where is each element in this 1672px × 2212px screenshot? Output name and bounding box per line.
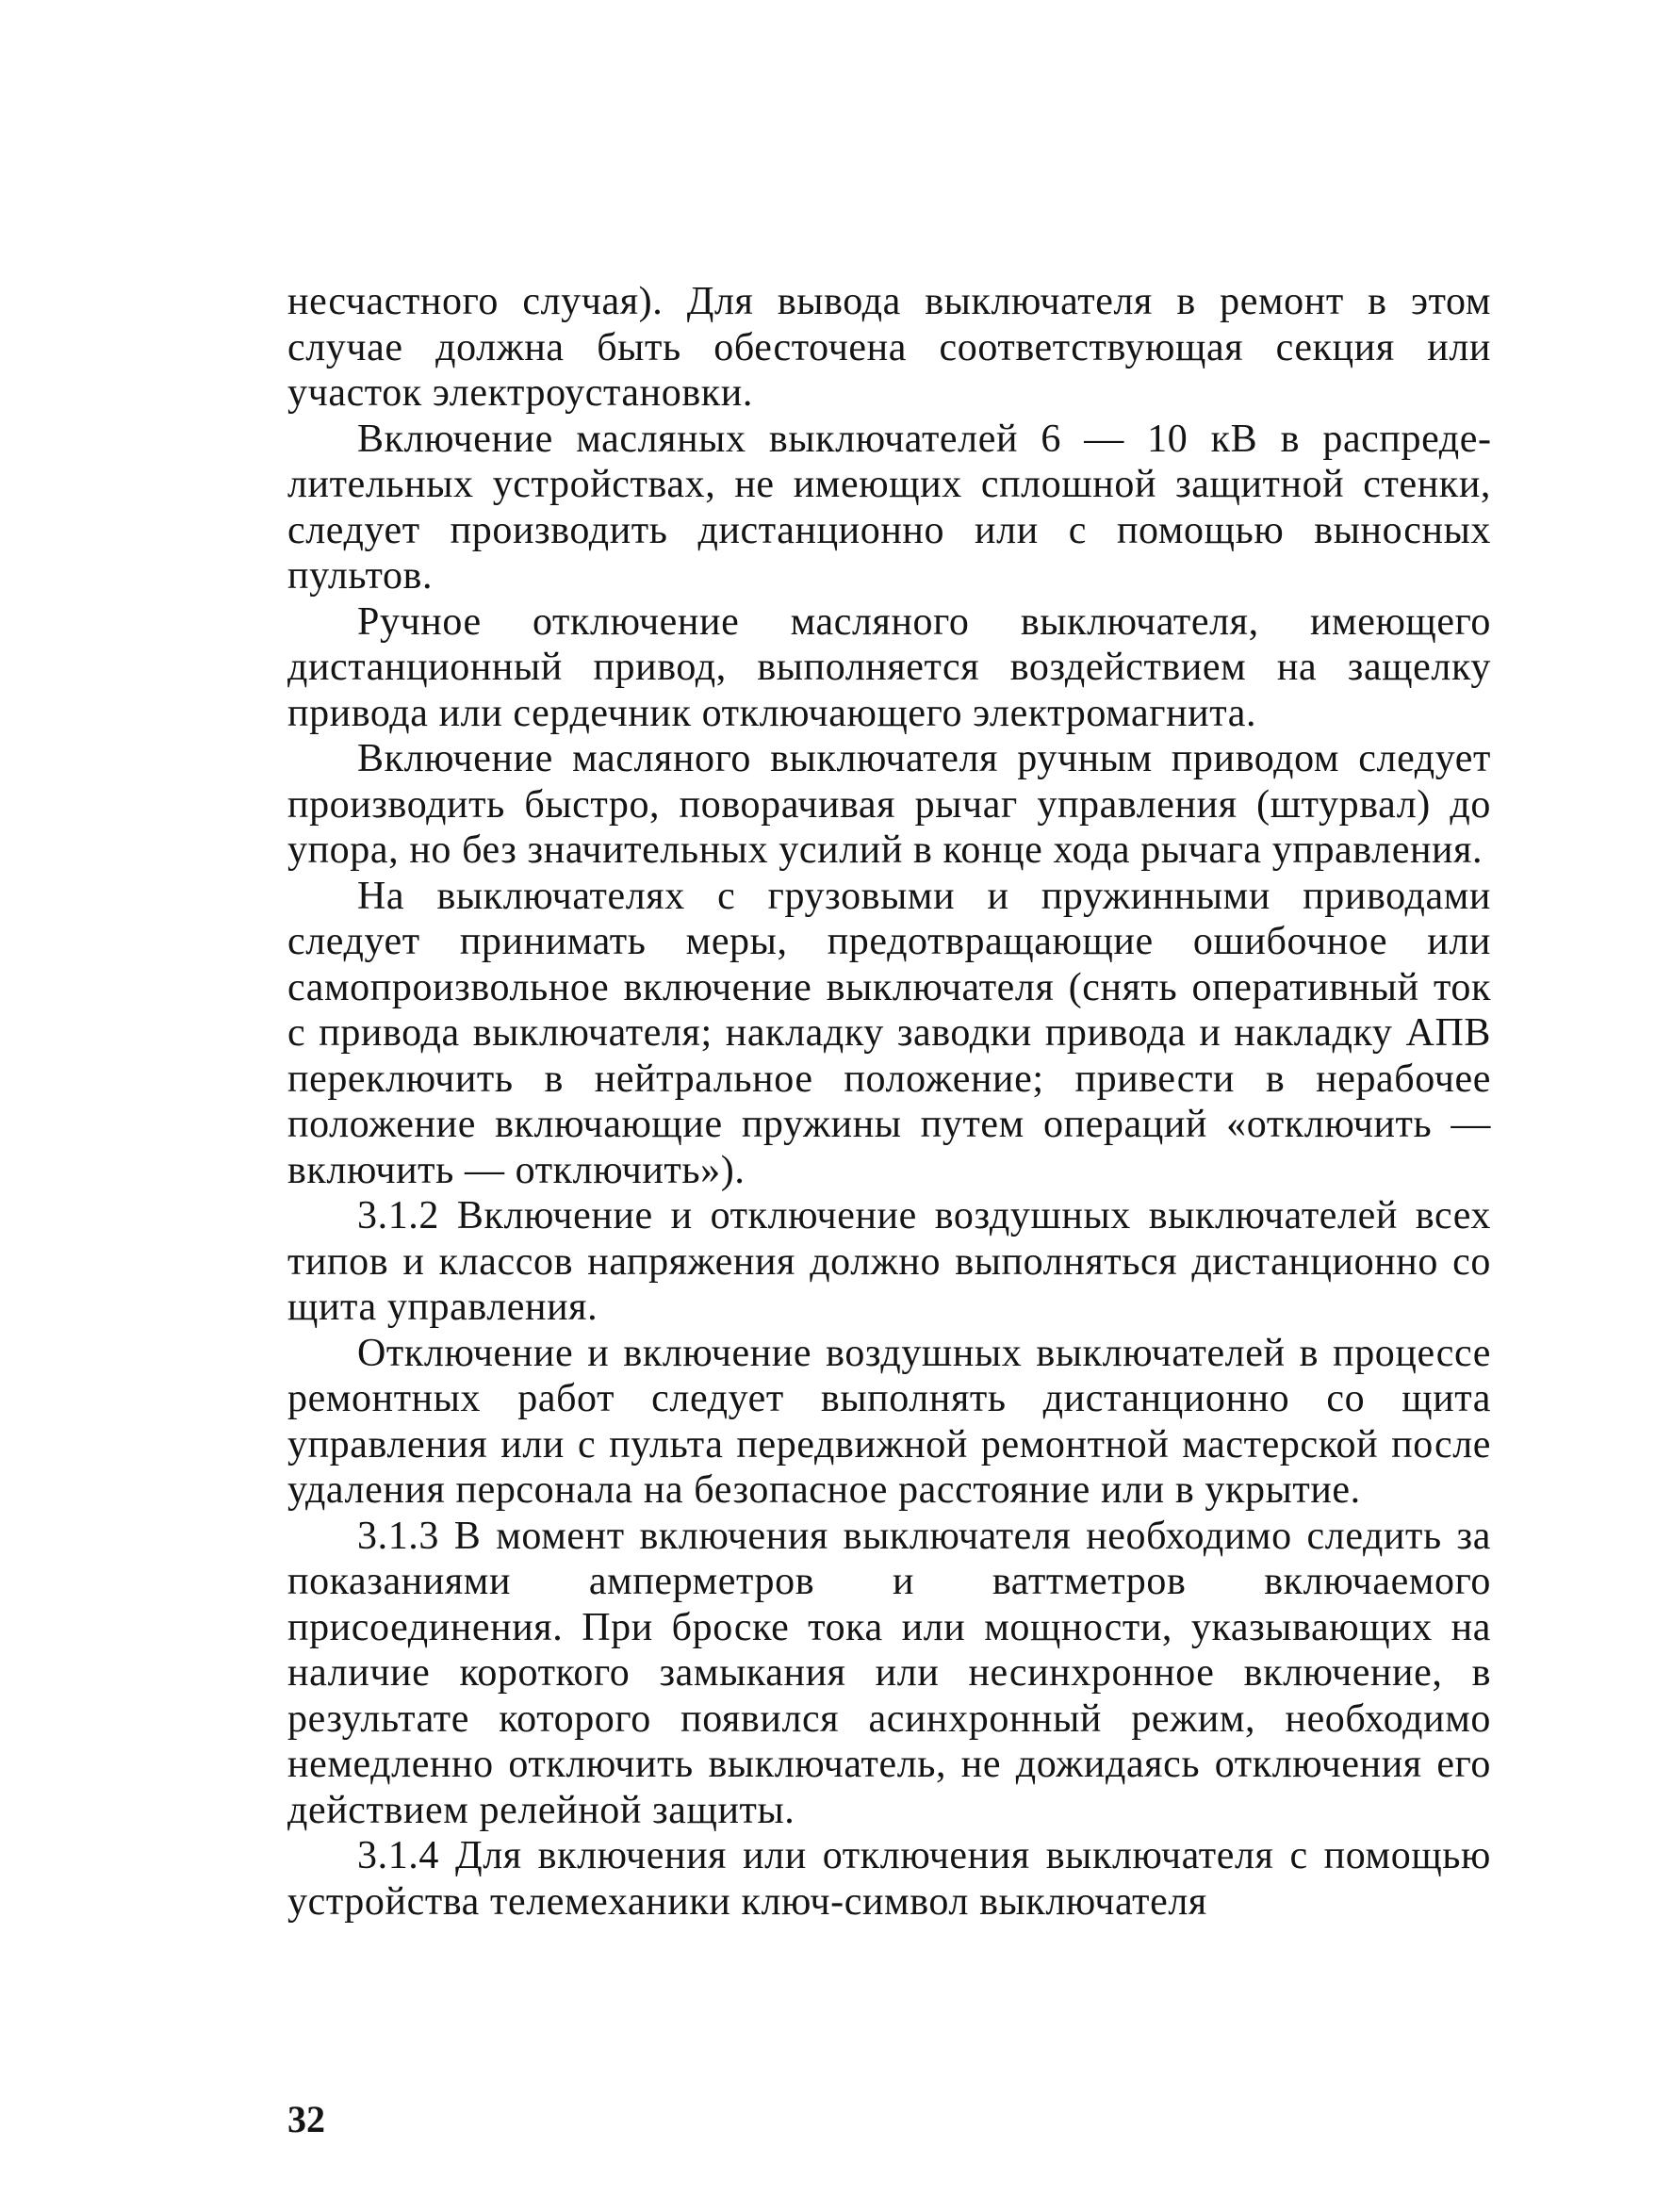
paragraph-section-3-1-3: 3.1.3 В момент включения выключателя необходимо следить за показаниями амперметров и ваттметров включаемого присоединения. При броске тока или мощности, указывающих на наличие короткого замыкания или несинхронное включение, в результате которого появился асинхронный режим, необходимо немедленно отключить выключатель, не дожидаясь отключения его действием релейной защиты. xyxy=(287,1514,1491,1832)
paragraph-air-breaker-repair: Отключение и включение воздушных выключателей в процессе ремонтных работ следует выполнять дистанционно со щита управления или с пульта передвижной ремонтной мастерской после удаления персонала на безопасное расстояние или в укрытие. xyxy=(287,1331,1491,1512)
paragraph-manual-tripping: Ручное отключение масляного выключателя, имеющего дистанционный привод, выполняется воздействием на защелку привода или сердечник отключающего электромагнита. xyxy=(287,599,1491,735)
paragraph-section-3-1-4: 3.1.4 Для включения или отключения выключателя с помощью устройства телемеханики ключ-символ выключателя xyxy=(287,1834,1491,1924)
page-number: 32 xyxy=(287,2098,325,2140)
paragraph-oil-breaker-remote-switching: Включение масляных выключателей 6 — 10 кВ в распределительных устройствах, не имеющих сплошной защитной стенки, следует производить дистанционно или с помощью выносных пультов. xyxy=(287,417,1491,598)
paragraph-spring-drive-precautions: На выключателях с грузовыми и пружинными приводами следует принимать меры, предотвращающие ошибочное или самопроизвольное включение выключателя (снять оперативный ток с привода выключателя; накладку заводки привода и накладку АПВ переключить в нейтральное положение; привести в нерабочее положение включающие пружины путем операций «отключить — включить — отключить»). xyxy=(287,874,1491,1192)
body-text xyxy=(287,279,1491,1925)
paragraph-manual-drive-closing: Включение масляного выключателя ручным приводом следует производить быстро, поворачивая рычаг управления (штурвал) до упора, но без значительных усилий в конце хода рычага управления. xyxy=(287,737,1491,872)
paragraph-continuation: несчастного случая). Для вывода выключателя в ремонт в этом случае должна быть обесточена соответствующая секция или участок электроустановки. xyxy=(287,280,1491,415)
paragraph-section-3-1-2: 3.1.2 Включение и отключение воздушных выключателей всех типов и классов напряжения должно выполняться дистанционно со щита управления. xyxy=(287,1194,1491,1329)
